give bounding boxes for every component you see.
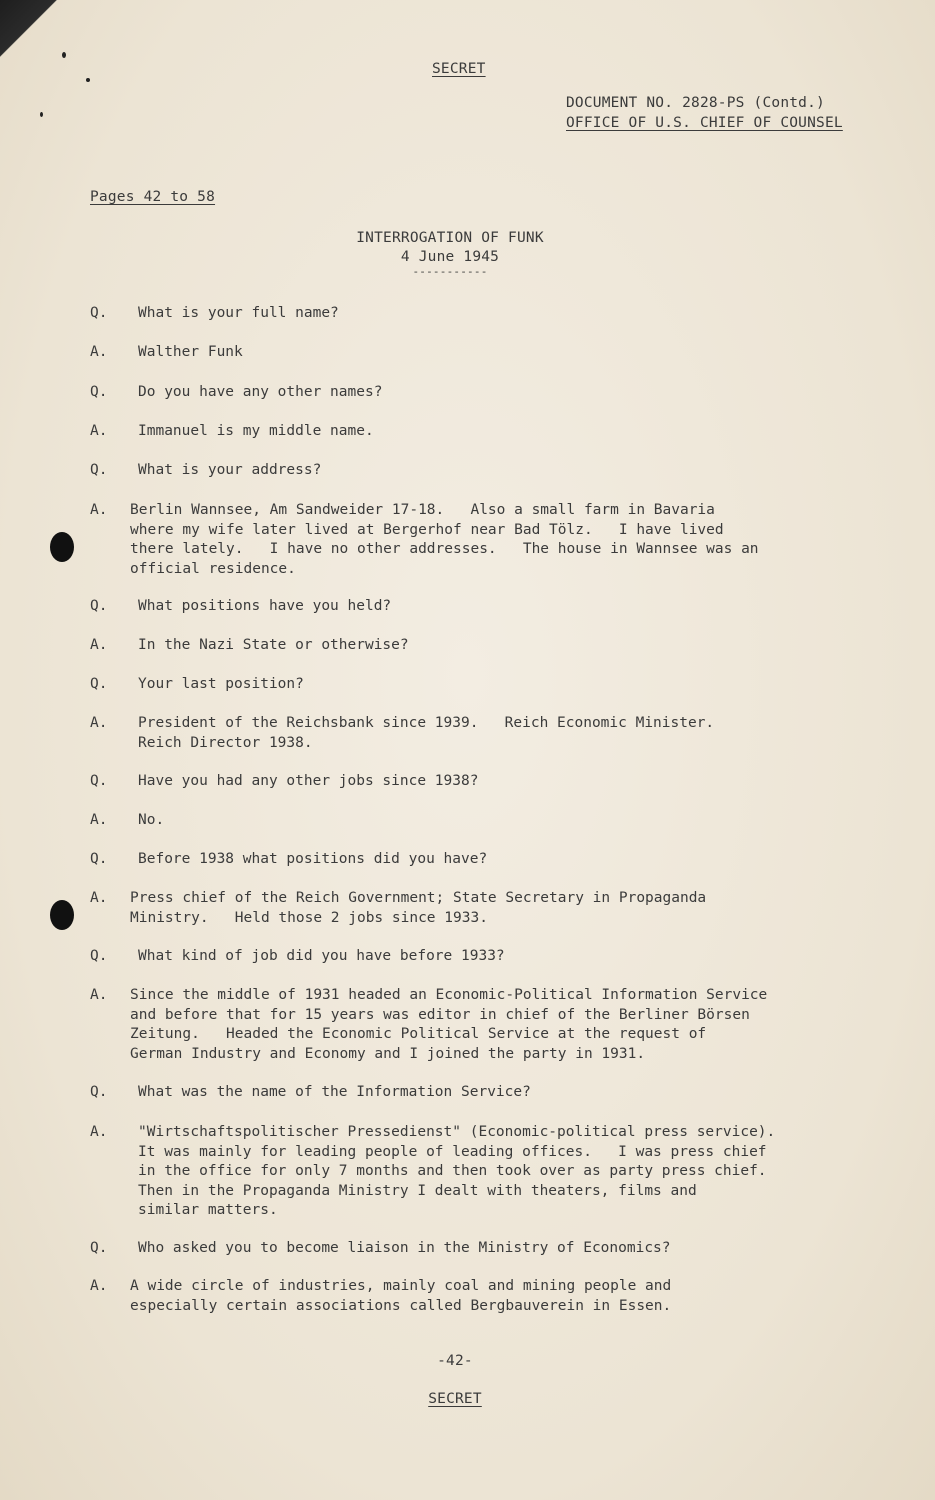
paper-speck (62, 52, 66, 58)
qa-label: A. (90, 637, 108, 653)
page-number: -42- (437, 1353, 473, 1369)
qa-text: No. (138, 812, 165, 828)
paper-speck (86, 78, 90, 82)
qa-text: Your last position? (138, 676, 304, 692)
qa-label: Q. (90, 462, 108, 478)
qa-text: Have you had any other jobs since 1938? (138, 773, 479, 789)
qa-text: Immanuel is my middle name. (138, 423, 374, 439)
qa-item (90, 1123, 870, 1221)
classification-bottom: SECRET (428, 1391, 482, 1407)
qa-label: Q. (90, 948, 108, 964)
qa-text: A wide circle of industries, mainly coal and mining people and especially certain associations called Bergbauverein in Essen. (130, 1278, 672, 1314)
qa-item (90, 343, 870, 363)
qa-item (90, 1277, 870, 1316)
qa-text: What is your address? (138, 462, 322, 478)
qa-label: A. (90, 715, 108, 731)
qa-item (90, 889, 870, 928)
qa-text: Do you have any other names? (138, 384, 383, 400)
qa-label: A. (90, 1124, 108, 1140)
office-line: OFFICE OF U.S. CHIEF OF COUNSEL (566, 115, 843, 131)
qa-text: Before 1938 what positions did you have? (138, 851, 488, 867)
qa-label: Q. (90, 773, 108, 789)
qa-item (90, 850, 870, 870)
paper-speck (40, 112, 43, 117)
qa-item (90, 986, 870, 1064)
qa-text: What kind of job did you have before 1933? (138, 948, 505, 964)
qa-text: "Wirtschaftspolitischer Pressedienst" (Economic-political press service). It was mainly for leading people of leading offices. I was press chief in the office for only 7 months and then took over as party press chief. Then in the Propaganda Ministry I dealt with theaters, films and similar matters. (138, 1124, 776, 1218)
qa-item (90, 422, 870, 442)
document-number: DOCUMENT NO. 2828-PS (Contd.) (566, 95, 825, 111)
qa-item (90, 772, 870, 792)
qa-label: A. (90, 890, 108, 906)
qa-label: A. (90, 423, 108, 439)
qa-item (90, 461, 870, 481)
qa-item (90, 597, 870, 617)
qa-label: Q. (90, 676, 108, 692)
qa-text: Since the middle of 1931 headed an Economic-Political Information Service and before that for 15 years was editor in chief of the Berliner Börsen Zeitung. Headed the Economic Political Service at the request of German Industry and Economy and I joined the party in 1931. (130, 987, 768, 1062)
interrogation-title: INTERROGATION OF FUNK (356, 230, 544, 246)
pages-reference: Pages 42 to 58 (90, 189, 216, 205)
qa-text: What positions have you held? (138, 598, 392, 614)
qa-text: What is your full name? (138, 305, 339, 321)
qa-item (90, 1083, 870, 1103)
qa-label: Q. (90, 1240, 108, 1256)
torn-corner (0, 0, 70, 70)
qa-text: Berlin Wannsee, Am Sandweider 17-18. Also a small farm in Bavaria where my wife later lived at Bergerhof near Bad Tölz. I have lived there lately. I have no other addresses. The house in Wannsee was an official residence. (130, 502, 759, 577)
qa-label: A. (90, 502, 108, 518)
qa-label: Q. (90, 851, 108, 867)
qa-label: A. (90, 344, 108, 360)
classification-top: SECRET (432, 61, 486, 77)
qa-label: Q. (90, 305, 108, 321)
qa-item (90, 714, 870, 753)
qa-item (90, 501, 870, 579)
qa-label: Q. (90, 1084, 108, 1100)
punch-hole (50, 900, 74, 930)
qa-text: President of the Reichsbank since 1939. Reich Economic Minister. Reich Director 1938. (138, 715, 715, 751)
qa-item (90, 947, 870, 967)
qa-label: A. (90, 1278, 108, 1294)
qa-text: Who asked you to become liaison in the Ministry of Economics? (138, 1240, 671, 1256)
qa-item (90, 304, 870, 324)
punch-hole (50, 532, 74, 562)
qa-label: Q. (90, 384, 108, 400)
interrogation-date: 4 June 1945 (400, 249, 500, 265)
title-rule: ----------- (412, 265, 488, 278)
qa-item (90, 383, 870, 403)
qa-item (90, 811, 870, 831)
qa-text: What was the name of the Information Service? (138, 1084, 531, 1100)
qa-label: A. (90, 812, 108, 828)
qa-text: Press chief of the Reich Government; State Secretary in Propaganda Ministry. Held those 2 jobs since 1933. (130, 890, 707, 926)
qa-label: A. (90, 987, 108, 1003)
qa-text: Walther Funk (138, 344, 243, 360)
qa-item (90, 1239, 870, 1259)
qa-item (90, 636, 870, 656)
qa-text: In the Nazi State or otherwise? (138, 637, 409, 653)
qa-label: Q. (90, 598, 108, 614)
qa-item (90, 675, 870, 695)
